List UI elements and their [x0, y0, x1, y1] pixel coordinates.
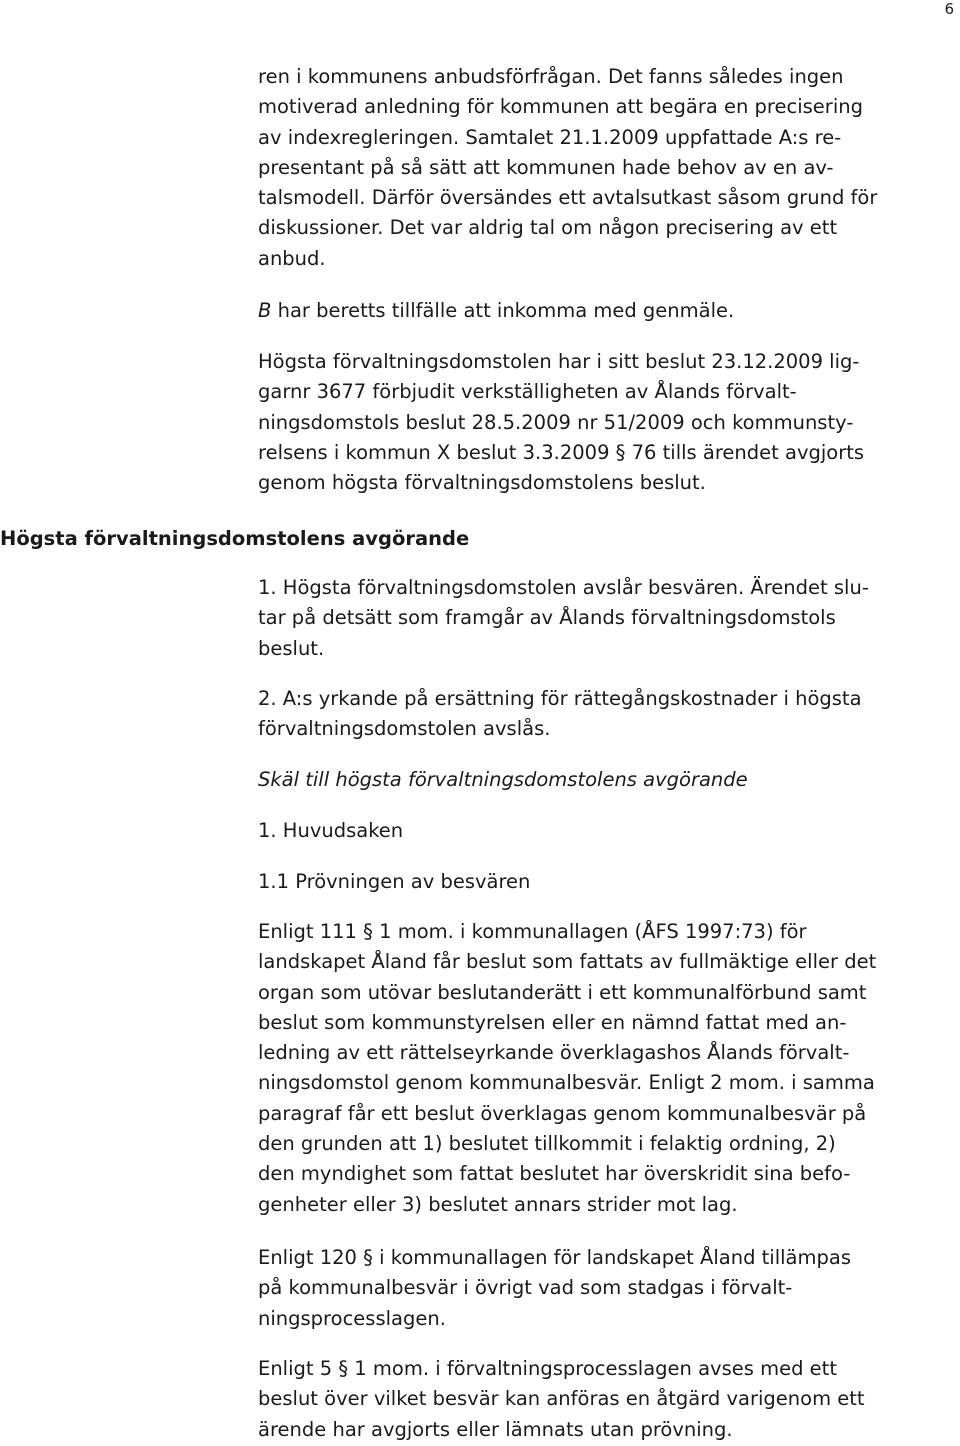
text-line: diskussioner. Det var aldrig tal om någon precisering av ett — [258, 216, 838, 240]
text-line: ningsdomstols beslut 28.5.2009 nr 51/2009 och kommunsty- — [258, 410, 854, 434]
text-line: den grunden att 1) beslutet tillkommit i felaktig ordning, 2) — [258, 1132, 836, 1156]
text-line: Högsta förvaltningsdomstolen har i sitt beslut 23.12.2009 lig- — [258, 350, 860, 373]
text-line: förvaltningsdomstolen avslås. — [258, 717, 551, 741]
decision-item-1 — [258, 573, 869, 664]
text-line: beslut. — [258, 636, 325, 660]
text-line: ningsprocesslagen. — [258, 1306, 446, 1330]
text-line: motiverad anledning för kommunen att begära en precisering — [258, 95, 863, 119]
text-line: Enligt 111 § 1 mom. i kommunallagen (ÅFS 1997:73) för — [258, 920, 807, 943]
text-line: beslut över vilket besvär kan anföras en åtgärd varigenom ett — [258, 1387, 865, 1411]
party-name-italic: B — [258, 299, 272, 322]
text-line: relsens i kommun X beslut 3.3.2009 § 76 tills ärendet avgjorts — [258, 440, 865, 464]
paragraph-forvaltningsprocesslagen-5 — [258, 1354, 865, 1445]
text-line: Enligt 5 § 1 mom. i förvaltningsprocesslagen avses med ett — [258, 1357, 837, 1380]
text-line: Enligt 120 § i kommunallagen för landskapet Åland tillämpas — [258, 1246, 851, 1269]
paragraph-argument-continued — [258, 62, 877, 274]
text-line: ningsdomstol genom kommunalbesvär. Enligt 2 mom. i samma — [258, 1071, 875, 1095]
text-line: paragraf får ett beslut överklagas genom kommunalbesvär på — [258, 1101, 867, 1125]
text-line: Skäl till högsta förvaltningsdomstolens avgörande — [258, 768, 748, 791]
section-heading: Högsta förvaltningsdomstolens avgörande — [0, 527, 470, 550]
text-line: 1. Huvudsaken — [258, 819, 404, 842]
text-line: beslut som kommunstyrelsen eller en nämnd fattat med an- — [258, 1010, 847, 1034]
text-line: genom högsta förvaltningsdomstolens beslut. — [258, 471, 706, 495]
text-line: ren i kommunens anbudsförfrågan. Det fanns således ingen — [258, 65, 844, 88]
text-line: 1. Högsta förvaltningsdomstolen avslår besvären. Ärendet slu- — [258, 576, 869, 599]
text-line: organ som utövar beslutanderätt i ett kommunalförbund samt — [258, 980, 867, 1004]
text-line: den myndighet som fattat beslutet har överskridit sina befo- — [258, 1162, 851, 1186]
text-line: genheter eller 3) beslutet annars strider mot lag. — [258, 1192, 738, 1216]
text-line: tar på detsätt som framgår av Ålands förvaltningsdomstols — [258, 606, 836, 630]
text-line: presentant på så sätt att kommunen hade behov av en av- — [258, 155, 834, 179]
reasons-subheading — [258, 765, 748, 795]
page-number: 6 — [944, 0, 954, 18]
section-1-title — [258, 816, 403, 846]
text-line: 1.1 Prövningen av besvären — [258, 870, 531, 893]
text-line: anbud. — [258, 246, 326, 270]
text-line: talsmodell. Därför översändes ett avtalsutkast såsom grund för — [258, 186, 878, 210]
paragraph-kommunallagen-120 — [258, 1243, 851, 1334]
text-line — [258, 296, 734, 326]
text-line: på kommunalbesvär i övrigt vad som stadgas i förvalt- — [258, 1276, 793, 1300]
rebuttal-text: har beretts tillfälle att inkomma med genmäle. — [271, 299, 735, 322]
text-line: 2. A:s yrkande på ersättning för rättegångskostnader i högsta — [258, 687, 862, 710]
paragraph-rebuttal — [258, 296, 734, 326]
section-1-1-title — [258, 867, 530, 897]
text-line: ärende har avgjorts eller lämnats utan prövning. — [258, 1417, 733, 1441]
paragraph-interim-decision — [258, 347, 864, 498]
text-line: av indexregleringen. Samtalet 21.1.2009 uppfattade A:s re- — [258, 125, 842, 149]
text-line: landskapet Åland får beslut som fattats av fullmäktige eller det — [258, 950, 877, 974]
text-line: ledning av ett rättelseyrkande överklagashos Ålands förvalt- — [258, 1041, 850, 1065]
decision-item-2 — [258, 684, 862, 745]
text-line: garnr 3677 förbjudit verkställigheten av Ålands förvalt- — [258, 380, 797, 404]
paragraph-kommunallagen-111 — [258, 917, 876, 1220]
